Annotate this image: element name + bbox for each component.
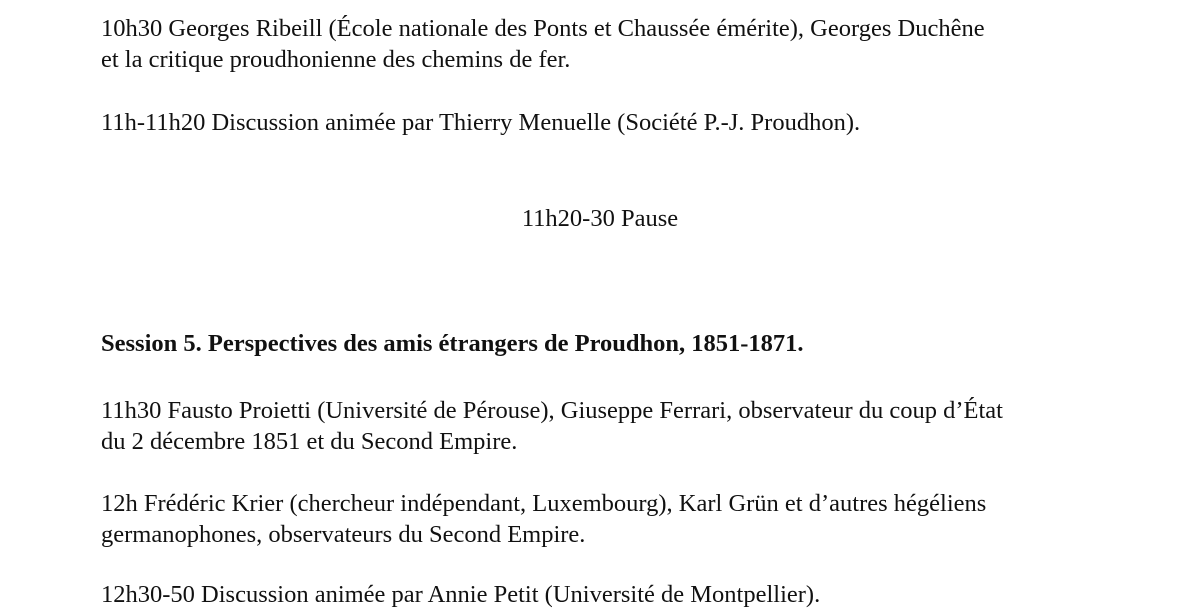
pause-line: 11h20-30 Pause (521, 205, 679, 232)
talk-line: du 2 décembre 1851 et du Second Empire. (101, 428, 518, 455)
discussion-petit (101, 579, 1111, 610)
talk-line: et la critique proudhonienne des chemins de fer. (101, 46, 571, 73)
discussion-line: 12h30-50 Discussion animée par Annie Petit (Université de Montpellier). (101, 581, 821, 608)
talk-line: 10h30 Georges Ribeill (École nationale des Ponts et Chaussée émérite), Georges Duchêne (101, 15, 985, 42)
talk-line: 11h30 Fausto Proietti (Université de Pérouse), Giuseppe Ferrari, observateur du coup d’État (101, 397, 1003, 424)
talk-ribeill (101, 13, 1111, 75)
talk-line: germanophones, observateurs du Second Empire. (101, 521, 586, 548)
talk-proietti (101, 395, 1111, 457)
talk-line: 12h Frédéric Krier (chercheur indépendant, Luxembourg), Karl Grün et d’autres hégéliens (101, 490, 987, 517)
discussion-line: 11h-11h20 Discussion animée par Thierry Menuelle (Société P.-J. Proudhon). (101, 109, 861, 136)
discussion-menuelle (101, 107, 1111, 138)
session-heading: Session 5. Perspectives des amis étrangers de Proudhon, 1851-1871. (101, 330, 804, 357)
talk-krier (101, 488, 1111, 550)
